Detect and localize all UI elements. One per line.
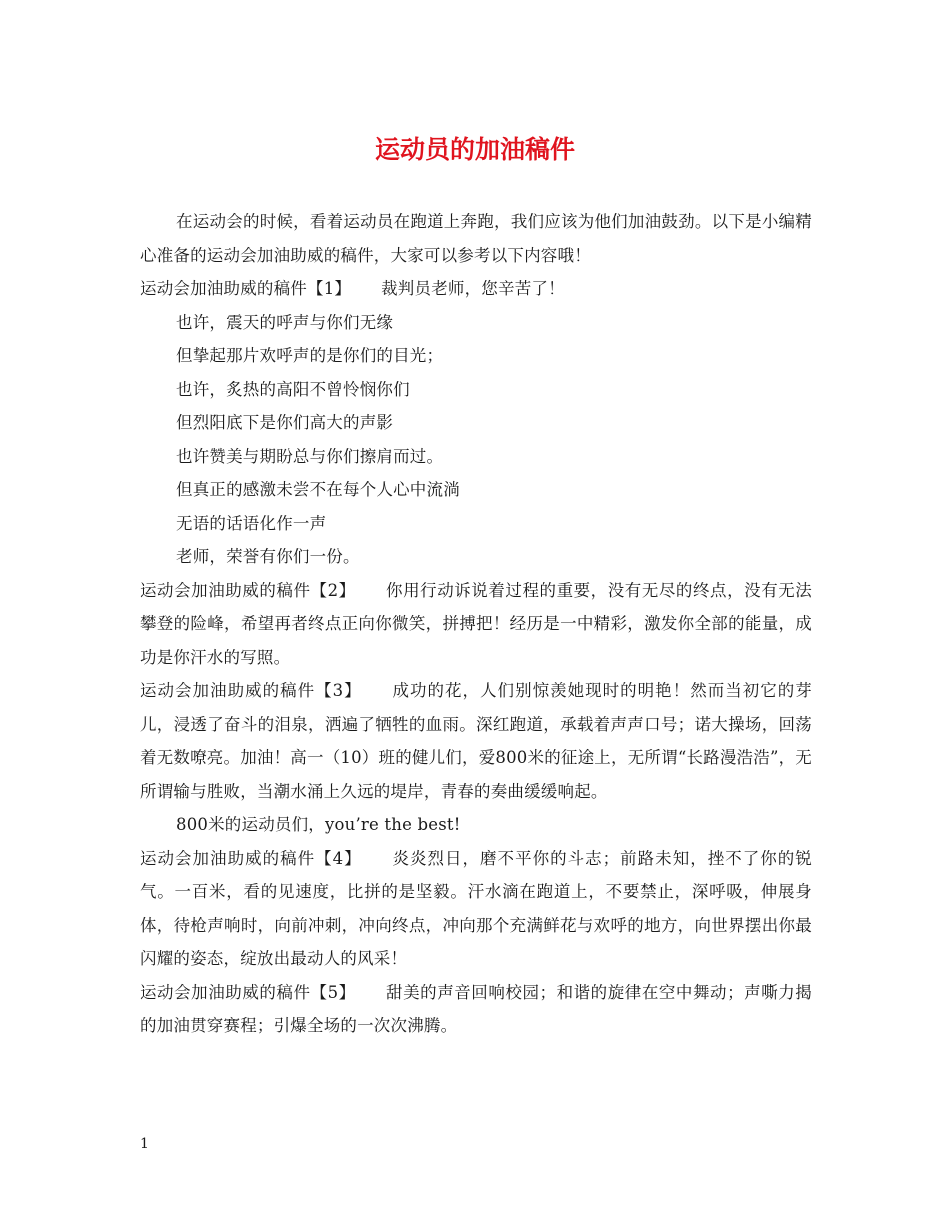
section-3-heading: 运动会加油助威的稿件【3】 <box>140 681 362 700</box>
section-1-paragraph <box>140 272 812 306</box>
intro-paragraph: 在运动会的时候，看着运动员在跑道上奔跑，我们应该为他们加油鼓劲。以下是小编精心准备的运动会加油助威的稿件，大家可以参考以下内容哦！ <box>140 212 812 265</box>
verse-line: 也许，炙热的高阳不曾怜悯你们 <box>176 379 410 399</box>
verse-line: 也许赞美与期盼总与你们擦肩而过。 <box>176 446 444 466</box>
section-1-heading: 运动会加油助威的稿件【1】 <box>140 279 352 298</box>
section-2-text: 你用行动诉说着过程的重要，没有无尽的终点，没有无法攀登的险峰，希望再者终点正向你微笑，拼搏把！经历是一中精彩，激发你全部的能量，成功是你汗水的写照。 <box>140 580 812 667</box>
verse-line: 但真正的感激未尝不在每个人心中流淌 <box>176 480 460 499</box>
section-1-text: 裁判员老师，您辛苦了！ <box>381 279 565 298</box>
verse-line: 也许，震天的呼声与你们无缘 <box>176 312 394 332</box>
section-5-paragraph <box>140 976 812 1043</box>
section-3-text: 成功的花，人们别惊羡她现时的明艳！然而当初它的芽儿，浸透了奋斗的泪泉，洒遍了牺牲的血雨。深红跑道，承载着声声口号；诺大操场，回荡着无数嘹亮。加油！高一（10）班的健儿们，爱800米的征途上，无所谓“长路漫浩浩”，无所谓输与胜败，当潮水涌上久远的堤岸，青春的奏曲缓缓响起。 <box>140 681 812 801</box>
section-3-paragraph <box>140 674 812 808</box>
document-body <box>140 205 812 1043</box>
section-5-heading: 运动会加油助威的稿件【5】 <box>140 982 356 1002</box>
verse-line: 老师，荣誉有你们一份。 <box>176 547 360 566</box>
section-5-text: 甜美的声音回响校园；和谐的旋律在空中舞动；声嘶力揭的加油贯穿赛程；引爆全场的一次次沸腾。 <box>140 982 812 1035</box>
section-2-heading: 运动会加油助威的稿件【2】 <box>140 580 356 600</box>
verse-line: 但烈阳底下是你们高大的声影 <box>176 413 394 432</box>
section-3-closing-line: 800米的运动员们，you’re the best! <box>176 815 461 834</box>
document-title: 运动员的加油稿件 <box>374 135 575 164</box>
section-2-paragraph <box>140 574 812 675</box>
page-number: 1 <box>140 1136 149 1152</box>
section-4-text: 炎炎烈日，磨不平你的斗志；前路未知，挫不了你的锐气。一百米，看的见速度，比拼的是坚毅。汗水滴在跑道上，不要禁止，深呼吸，伸展身体，待枪声响时，向前冲刺，冲向终点，冲向那个充满鲜花与欢呼的地方，向世界摆出你最闪耀的姿态，绽放出最动人的风采！ <box>140 848 812 968</box>
verse-line: 但挚起那片欢呼声的是你们的目光； <box>176 346 444 365</box>
verse-line: 无语的话语化作一声 <box>176 513 327 533</box>
section-4-paragraph <box>140 842 812 976</box>
section-4-heading: 运动会加油助威的稿件【4】 <box>140 848 362 868</box>
